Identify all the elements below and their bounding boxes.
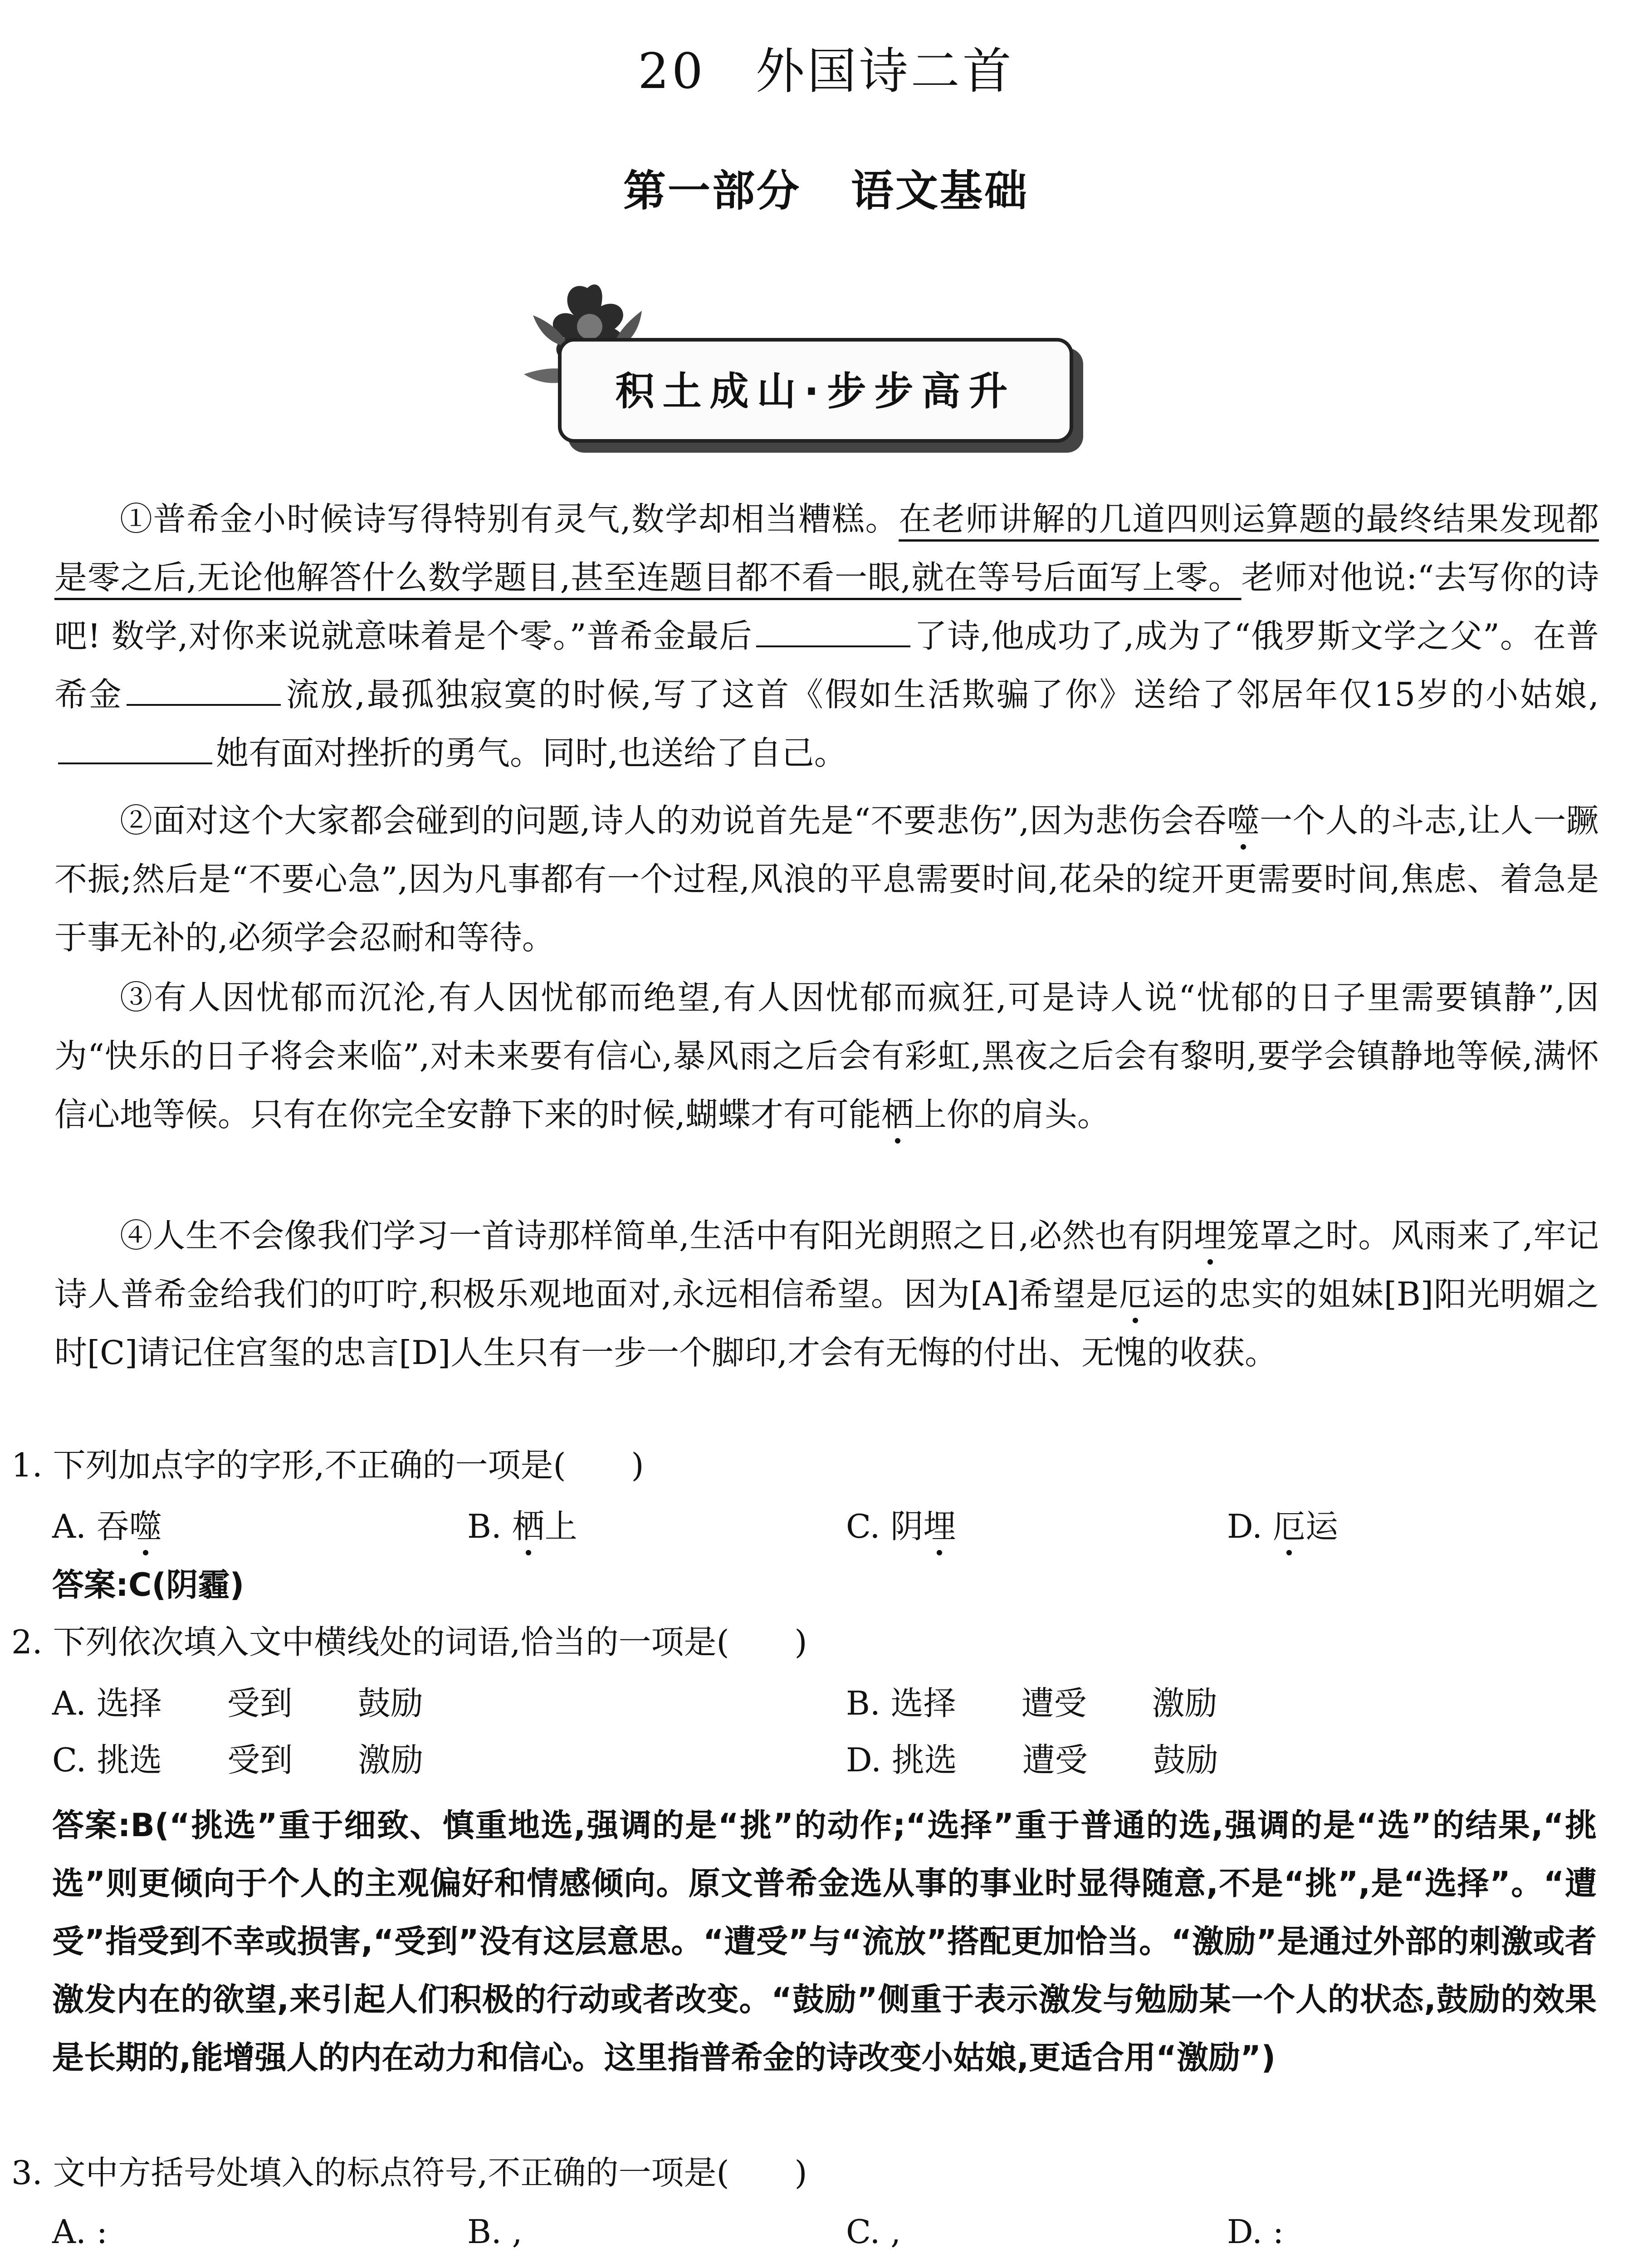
p3-text-a: ③有人因忧郁而沉沦,有人因忧郁而绝望,有人因忧郁而疯狂,可是诗人说“忧郁的日子里需要镇静”,因为“快乐的日子将会来临”,对未来要有信心,暴风雨之后会有彩虹,黑夜之后会有黎明,要学会镇静地等候,满怀信心地等候。只有在你完全安静下来的时候,蝴蝶才有可能 <box>54 978 1599 1134</box>
p4-dotted-char-1: 埋 <box>1193 1217 1227 1255</box>
question-2-answer: 答案:B(“挑选”重于细致、慎重地选,强调的是“挑”的动作;“选择”重于普通的选,强调的是“选”的结果,“挑选”则更倾向于个人的主观偏好和情感倾向。原文普希金选从事的事业时显得随意,不是“挑”,是“选择”。“遭受”指受到不幸或损害,“受到”没有这层意思。“遭受”与“流放”搭配更加恰当。“激励”是通过外部的刺激或者激发内在的欲望,来引起人们积极的行动或者改变。“鼓励”侧重于表示激发与勉励某一个人的状态,鼓励的效果是长期的,能增强人的内在动力和信心。这里指普希金的诗改变小姑娘,更适合用“激励”) <box>52 1807 1597 2076</box>
question-1-answer: 答案:C(阴霾) <box>52 1566 244 1603</box>
question-2-stem: 2. 下列依次填入文中横线处的词语,恰当的一项是( ) <box>11 1623 807 1661</box>
section-part-label: 第一部分 <box>623 166 801 216</box>
q2-option-c[interactable]: C. 挑选 受到 激励 <box>52 1741 424 1779</box>
section-banner <box>558 338 1073 443</box>
question-3-stem: 3. 文中方括号处填入的标点符号,不正确的一项是( ) <box>11 2154 807 2192</box>
section-part-title: 语文基础 <box>851 166 1029 216</box>
lesson-number: 20 <box>638 43 706 100</box>
q1-option-c[interactable] <box>846 1499 956 1554</box>
q1-option-c-dot: 埋 <box>923 1507 956 1545</box>
blank-1[interactable] <box>756 618 910 647</box>
p2-text-a: ②面对这个大家都会碰到的问题,诗人的劝说首先是“不要悲伤”,因为悲伤会吞 <box>120 802 1227 840</box>
p4-dotted-char-2: 厄 <box>1119 1275 1152 1313</box>
q3-option-c[interactable]: C. , <box>846 2213 901 2251</box>
p3-dotted-char: 栖 <box>881 1095 914 1134</box>
p4-text-c: 运的忠实的姐妹[B]阳光明媚之时[C]请记住宫玺的忠言[D]人生只有一步一个脚印,才会有无悔的付出、无愧的收获。 <box>54 1275 1599 1372</box>
q1-option-b-dot: 栖 <box>512 1507 545 1545</box>
p1-text-b: 老师对他说:“去写你的诗吧! 数学,对你来说就意味着是个零。”普希金最后 <box>54 558 1599 655</box>
q3-option-d[interactable]: D. : <box>1227 2213 1284 2251</box>
p1-underlined-sentence: 在老师讲解的几道四则运算题的最终结果发现都是零之后,无论他解答什么数学题目,甚至连题目都不看一眼,就在等号后面写上零。 <box>54 500 1599 596</box>
q3-option-b[interactable]: B. , <box>467 2213 523 2251</box>
p4-text-b: 笼罩之时。风雨来了,牢记诗人普希金给我们的叮咛,积极乐观地面对,永远相信希望。因为[A]希望是 <box>54 1217 1599 1313</box>
blank-2[interactable] <box>127 677 281 706</box>
q1-option-d-dot: 厄 <box>1272 1507 1305 1545</box>
q1-option-a-prefix: A. 吞 <box>52 1507 129 1545</box>
q1-option-a-dot: 噬 <box>129 1507 162 1545</box>
p1-text-c: 了诗,他成功了,成为了“俄罗斯文学之父”。在普希金 <box>54 617 1599 714</box>
p3-text-b: 上你的肩头。 <box>914 1095 1110 1134</box>
question-1-stem: 1. 下列加点字的字形,不正确的一项是( ) <box>11 1446 644 1484</box>
q1-option-d[interactable] <box>1227 1499 1338 1554</box>
q1-option-d-prefix: D. <box>1227 1507 1273 1545</box>
lesson-title <box>0 32 1652 102</box>
passage-paragraph-2 <box>54 792 1599 967</box>
q1-option-b-prefix: B. <box>467 1507 512 1545</box>
p1-text-a: ①普希金小时候诗写得特别有灵气,数学却相当糟糕。 <box>120 500 899 538</box>
passage-paragraph-1 <box>54 490 1599 782</box>
q2-option-b[interactable]: B. 选择 遭受 激励 <box>846 1684 1217 1722</box>
q3-option-a[interactable]: A. : <box>52 2213 108 2251</box>
q2-option-d[interactable]: D. 挑选 遭受 鼓励 <box>846 1741 1218 1779</box>
section-heading <box>0 156 1652 218</box>
passage-paragraph-3 <box>54 968 1599 1144</box>
p1-text-e: 她有面对挫折的勇气。同时,也送给了自己。 <box>216 734 847 772</box>
q1-option-a[interactable] <box>52 1499 162 1554</box>
p2-text-b: 一个人的斗志,让人一蹶不振;然后是“不要心急”,因为凡事都有一个过程,风浪的平息需要时间,花朵的绽开更需要时间,焦虑、着急是于事无补的,必须学会忍耐和等待。 <box>54 802 1599 957</box>
q1-option-b-suffix: 上 <box>544 1507 577 1545</box>
banner-text: 积土成山·步步高升 <box>615 369 1016 414</box>
passage-paragraph-4 <box>54 1207 1599 1382</box>
p4-text-a: ④人生不会像我们学习一首诗那样简单,生活中有阳光朗照之日,必然也有阴 <box>120 1217 1194 1255</box>
blank-3[interactable] <box>58 735 212 764</box>
q2-option-a[interactable]: A. 选择 受到 鼓励 <box>52 1684 423 1722</box>
q1-option-d-suffix: 运 <box>1305 1507 1338 1545</box>
q1-option-c-prefix: C. 阴 <box>846 1507 924 1545</box>
lesson-title-text: 外国诗二首 <box>755 43 1014 100</box>
p2-dotted-char: 噬 <box>1227 802 1260 840</box>
q1-option-b[interactable] <box>467 1499 577 1554</box>
p1-text-d: 流放,最孤独寂寞的时候,写了这首《假如生活欺骗了你》送给了邻居年仅15岁的小姑娘, <box>284 675 1599 714</box>
